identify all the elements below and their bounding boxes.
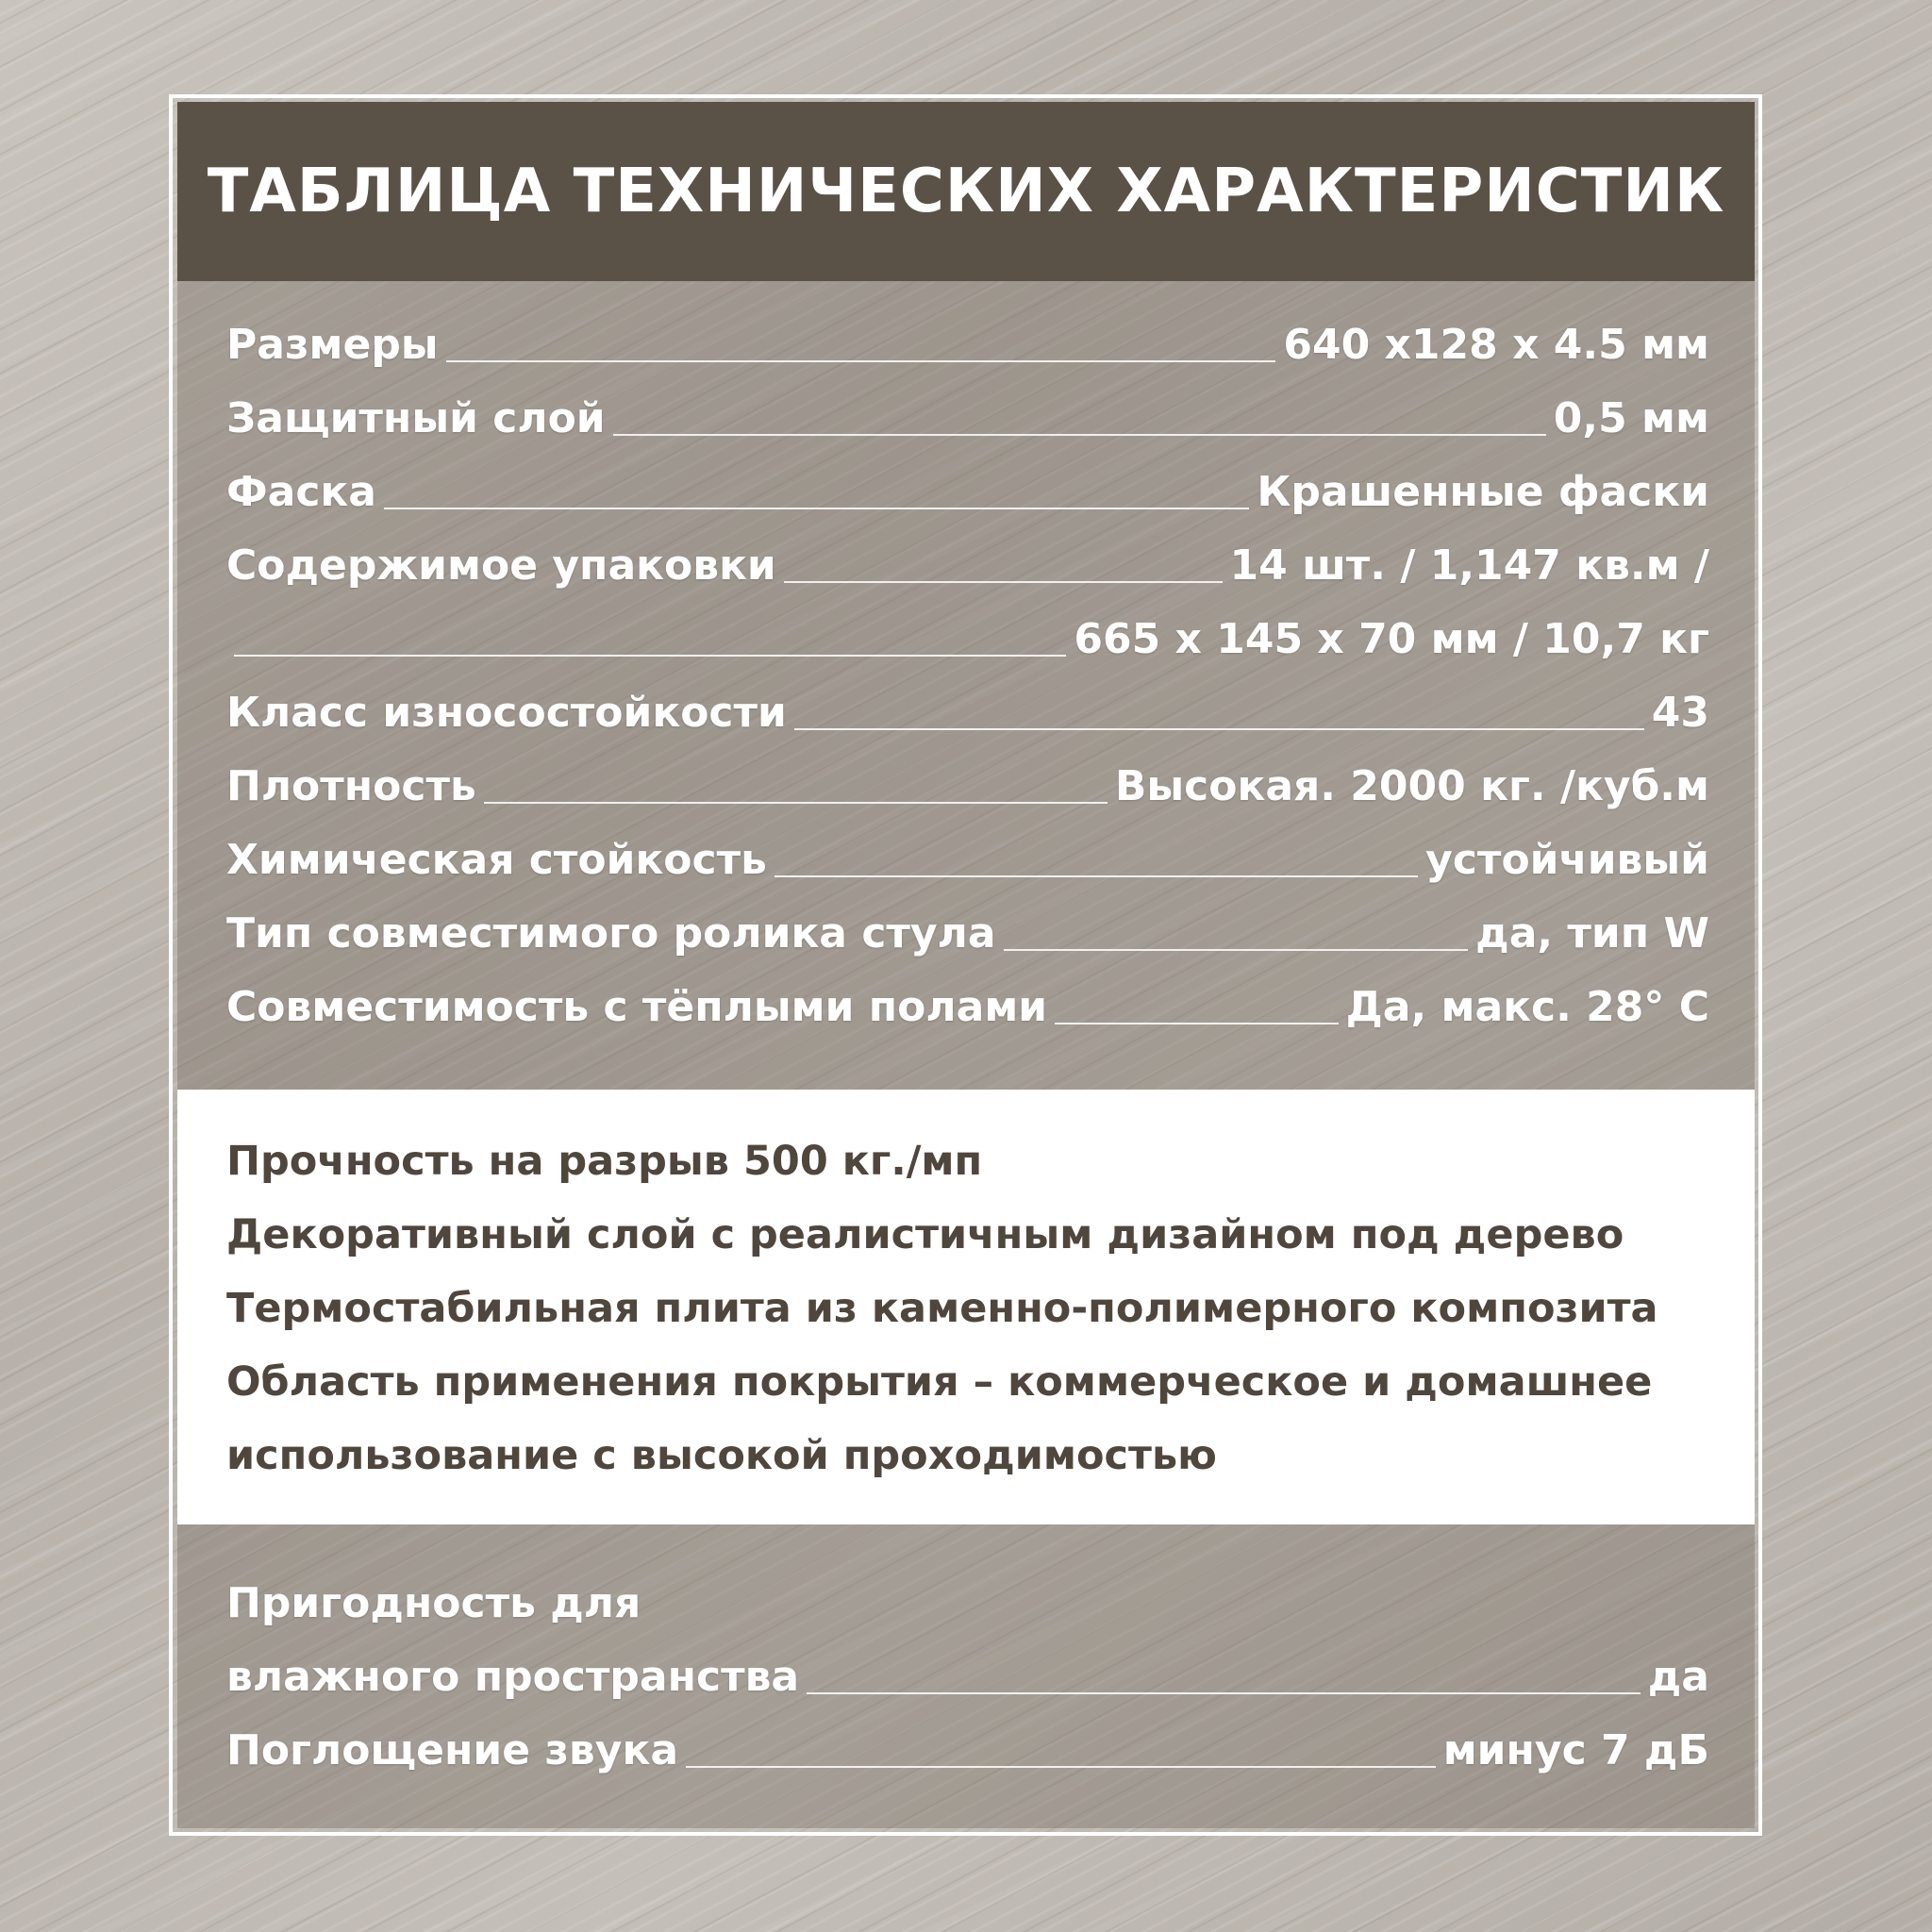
spec-value: устойчивый <box>1425 836 1709 884</box>
leader-line <box>1004 949 1469 951</box>
spec-row-bevel <box>226 462 1709 523</box>
spec-label: Класс износостойкости <box>226 689 787 737</box>
spec-row-caster <box>226 904 1709 964</box>
leader-line <box>613 434 1546 436</box>
spec-value: Высокая. 2000 кг. /куб.м <box>1114 762 1709 810</box>
spec-value: 43 <box>1651 689 1709 737</box>
spec-value: да <box>1647 1653 1709 1701</box>
spec-row-chemical <box>226 830 1709 891</box>
spec-row-package-cont <box>226 609 1709 670</box>
spec-value: Да, макс. 28° С <box>1345 983 1709 1031</box>
leader-line <box>794 728 1644 730</box>
feature-line: Декоративный слой с реалистичным дизайном под дерево <box>226 1211 1624 1258</box>
spec-label: Поглощение звука <box>226 1726 679 1774</box>
spec-value: 0,5 мм <box>1553 394 1709 442</box>
spec-label: Пригодность для <box>226 1579 641 1627</box>
spec-value: минус 7 дБ <box>1442 1726 1709 1774</box>
leader-line <box>484 802 1108 804</box>
feature-line: использование с высокой проходимостью <box>226 1432 1217 1479</box>
leader-line <box>234 655 1066 657</box>
leader-line <box>807 1692 1641 1694</box>
leader-line <box>774 875 1418 877</box>
feature-line: Область применения покрытия – коммерческое и домашнее <box>226 1358 1653 1406</box>
spec-value: 640 x128 x 4.5 мм <box>1283 321 1709 369</box>
leader-line <box>1055 1023 1338 1024</box>
spec-label: Совместимость с тёплыми полами <box>226 983 1048 1031</box>
spec-row-humidity-title <box>226 1574 1709 1634</box>
spec-label: Защитный слой <box>226 394 606 442</box>
spec-row-humidity <box>226 1647 1709 1707</box>
spec-value: 14 шт. / 1,147 кв.м / <box>1229 541 1709 590</box>
leader-line <box>446 360 1276 362</box>
spec-row-wear-layer <box>226 389 1709 449</box>
spec-label: Тип совместимого ролика стула <box>226 909 996 958</box>
leader-line <box>384 508 1249 509</box>
spec-row-package <box>226 536 1709 596</box>
spec-row-wear-class <box>226 683 1709 743</box>
spec-row-density <box>226 757 1709 817</box>
spec-label: Размеры <box>226 321 439 369</box>
spec-value: Крашенные фаски <box>1257 468 1709 516</box>
spec-value: 665 x 145 x 70 мм / 10,7 кг <box>1074 615 1709 663</box>
spec-label: Содержимое упаковки <box>226 541 776 590</box>
spec-label: Плотность <box>226 762 476 810</box>
title-banner <box>177 102 1755 281</box>
spec-label: Химическая стойкость <box>226 836 767 884</box>
spec-row-sound <box>226 1721 1709 1781</box>
leader-line <box>686 1766 1436 1768</box>
feature-line: Прочность на разрыв 500 кг./мп <box>226 1138 983 1185</box>
spec-row-dimensions <box>226 315 1709 375</box>
spec-value: да, тип W <box>1475 909 1709 958</box>
leader-line <box>784 581 1223 583</box>
page-title: ТАБЛИЦА ТЕХНИЧЕСКИХ ХАРАКТЕРИСТИК <box>207 157 1725 226</box>
spec-label: Фаска <box>226 468 376 516</box>
feature-line: Термостабильная плита из каменно-полимерного композита <box>226 1285 1658 1332</box>
spec-row-underfloor-heating <box>226 977 1709 1038</box>
spec-label: влажного пространства <box>226 1653 800 1701</box>
